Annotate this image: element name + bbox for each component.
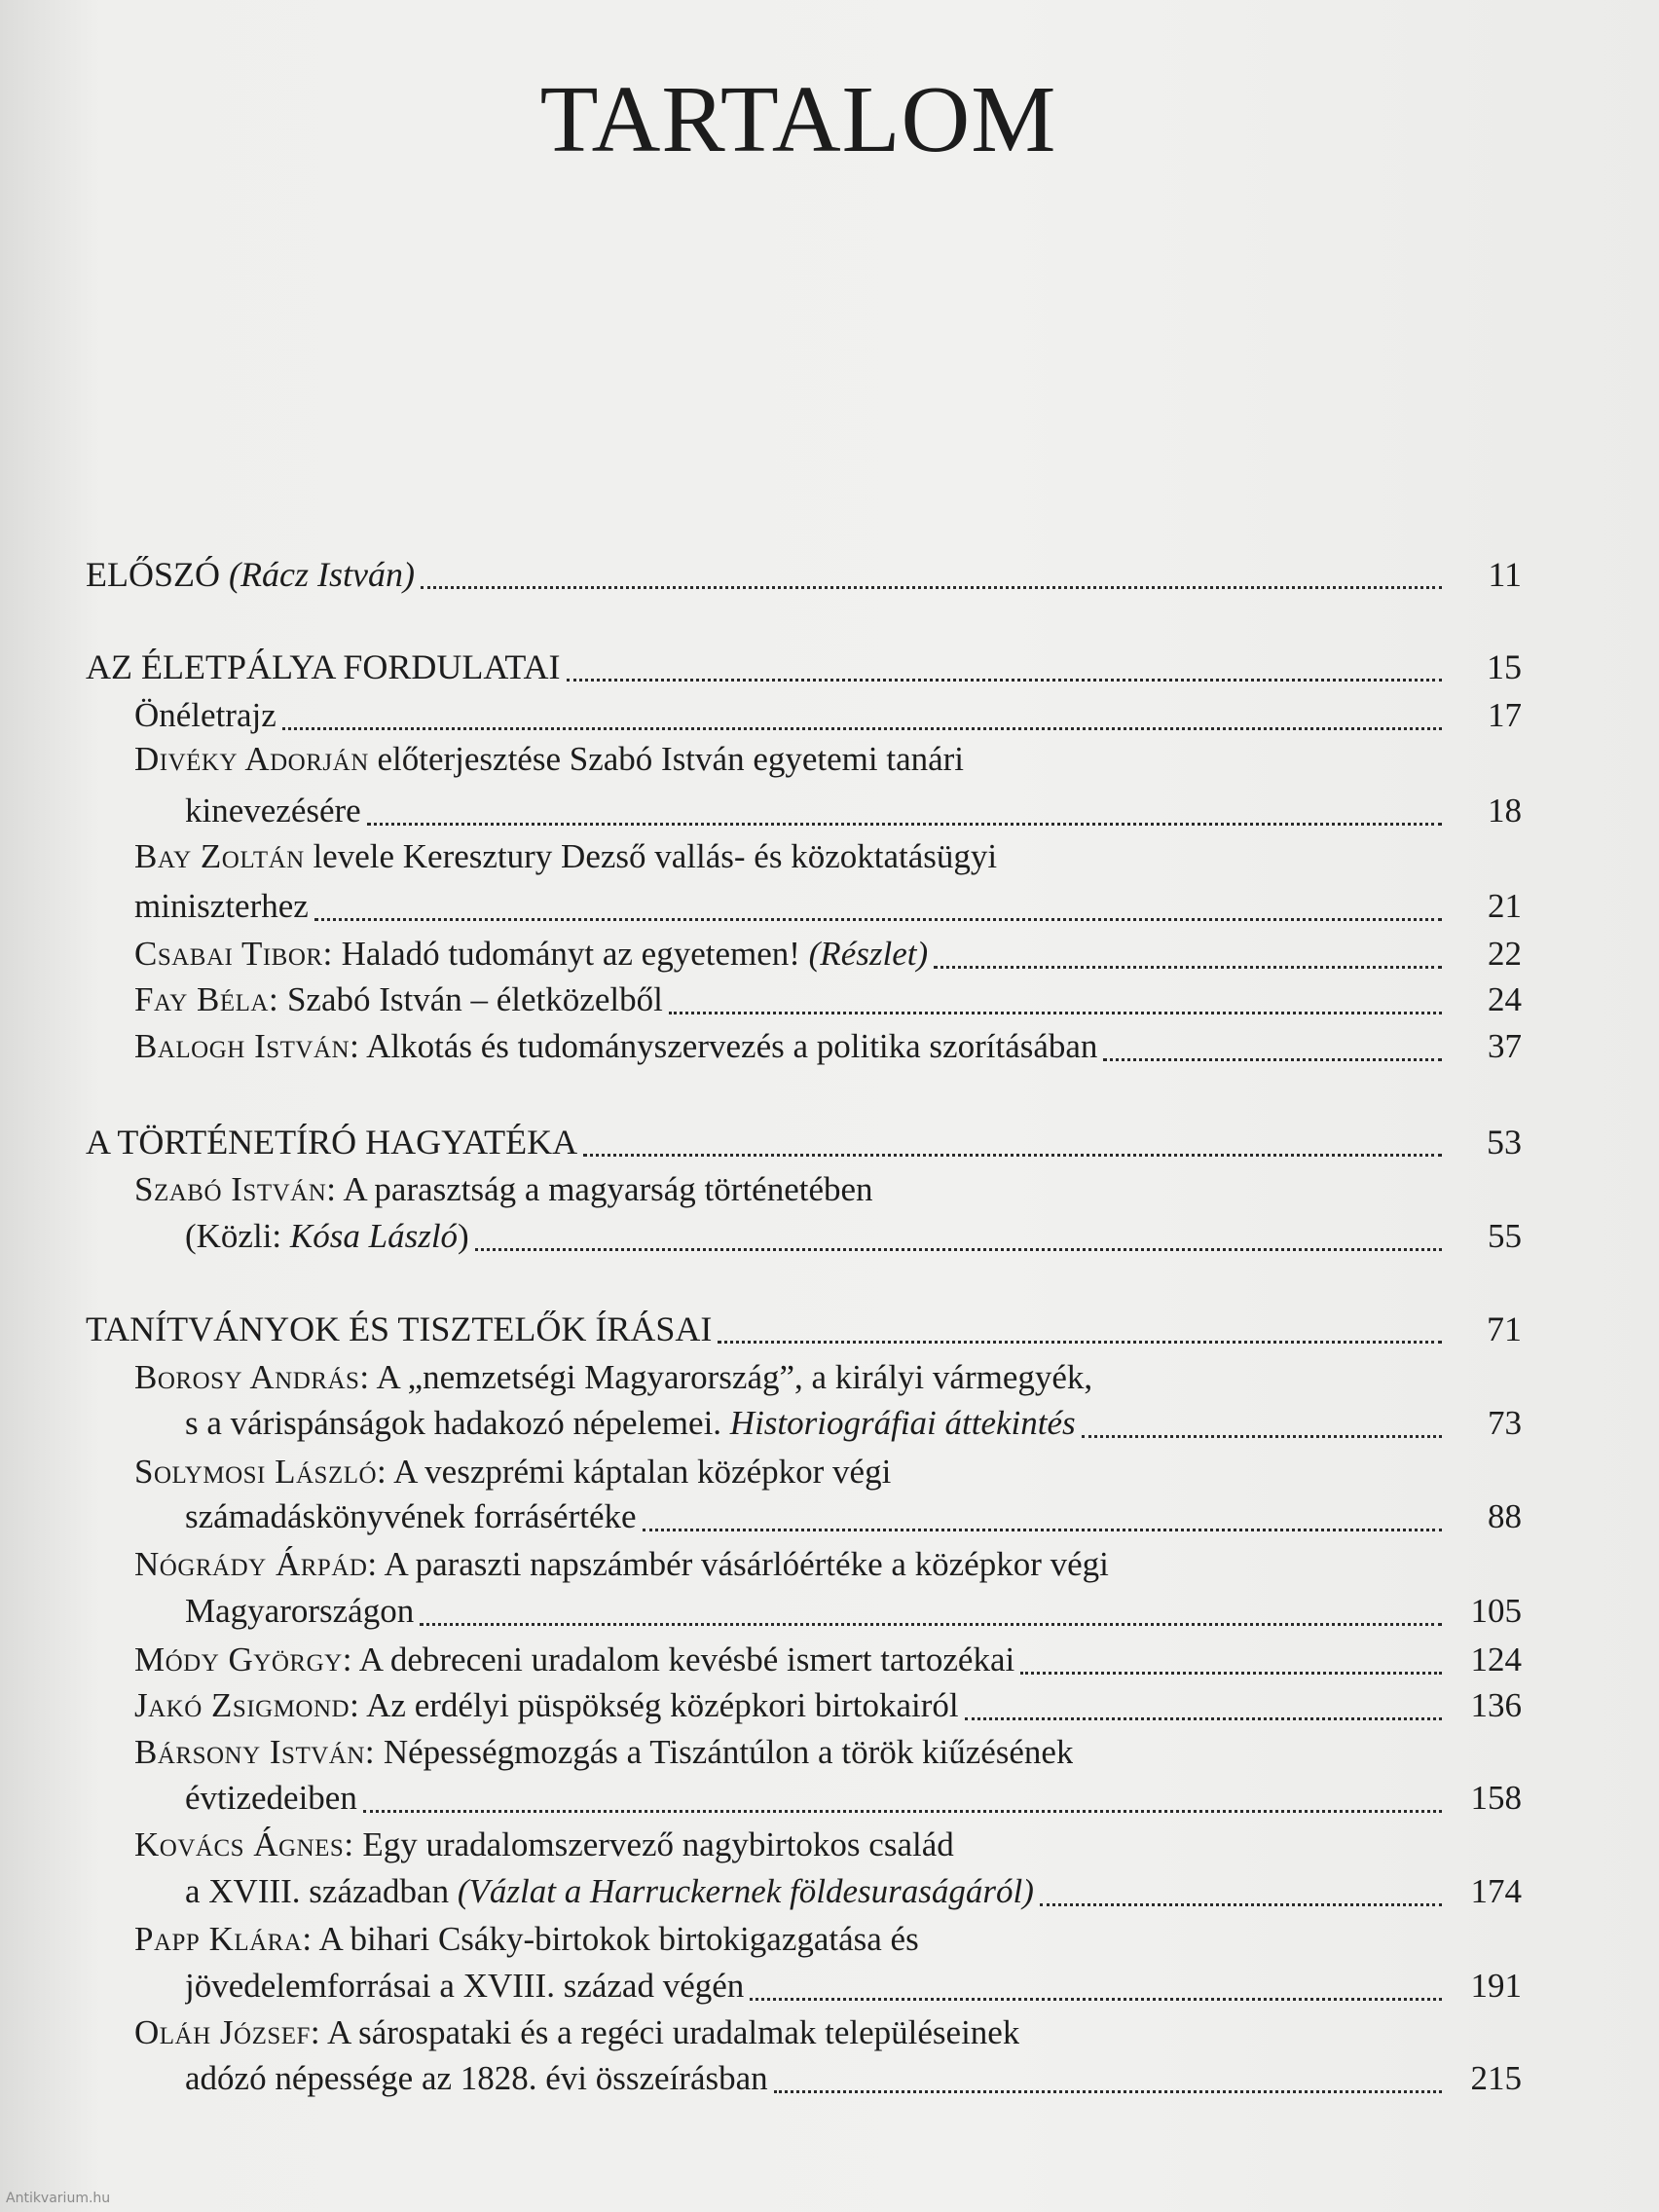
dot-leader xyxy=(1103,1049,1442,1061)
entry-text xyxy=(134,1540,1109,1589)
toc-entry xyxy=(86,1774,1522,1823)
toc-entry xyxy=(86,1448,1522,1496)
entry-text xyxy=(134,1728,1073,1777)
page-number: 215 xyxy=(1470,2059,1522,2097)
page-number: 71 xyxy=(1487,1309,1522,1348)
entry-italic: (Rácz István) xyxy=(229,555,415,594)
toc-entry xyxy=(86,1212,1522,1261)
entry-text xyxy=(134,1022,1097,1071)
toc-section xyxy=(86,1118,1522,1166)
entry-text xyxy=(134,691,276,740)
page-number: 124 xyxy=(1470,1641,1522,1678)
entry-author: Balogh István: xyxy=(134,1027,360,1065)
entry-author: Bársony István: xyxy=(134,1733,376,1771)
entry-title: A sárospataki és a regéci uradalmak településeinek xyxy=(320,2013,1020,2051)
entry-text xyxy=(134,1448,891,1496)
toc-entry xyxy=(86,1165,1522,1214)
dot-leader xyxy=(643,1519,1442,1531)
toc-entry xyxy=(86,735,1522,784)
toc-entry xyxy=(86,1636,1522,1684)
entry-text xyxy=(134,832,997,881)
entry-title: Szabó István – életközelből xyxy=(278,980,663,1018)
page-number: 24 xyxy=(1488,980,1522,1018)
entry-title: Az erdélyi püspökség középkori birtokairól xyxy=(359,1686,959,1724)
entry-title: levele Keresztury Dezső vallás- és közoktatásügyi xyxy=(304,837,998,875)
entry-italic: (Vázlat a Harruckernek földesuraságáról) xyxy=(457,1872,1034,1910)
entry-title: TANÍTVÁNYOK ÉS TISZTELŐK ÍRÁSAI xyxy=(86,1309,713,1348)
entry-title: Népességmozgás a Tiszántúlon a török kiűzésének xyxy=(375,1733,1074,1771)
entry-text xyxy=(134,1915,919,1964)
dot-leader xyxy=(774,2081,1442,2093)
entry-italic: Historiográfiai áttekintés xyxy=(729,1404,1076,1442)
toc-section xyxy=(86,1305,1522,1353)
dot-leader xyxy=(421,576,1442,589)
toc-entry xyxy=(86,2009,1522,2057)
dot-leader xyxy=(420,1613,1442,1626)
page-number: 37 xyxy=(1488,1027,1522,1065)
dot-leader xyxy=(965,1708,1442,1720)
dot-leader xyxy=(718,1331,1442,1344)
toc-entry xyxy=(86,976,1522,1024)
page-number: 191 xyxy=(1470,1967,1522,2005)
page-number: 105 xyxy=(1470,1592,1522,1630)
dot-leader xyxy=(750,1988,1442,2001)
entry-title: jövedelemforrásai a XVIII. század végén xyxy=(185,1967,745,2005)
entry-text xyxy=(134,1636,1014,1684)
entry-title: évtizedeiben xyxy=(185,1779,357,1817)
entry-text xyxy=(86,1118,577,1166)
entry-author: Módy György: xyxy=(134,1641,352,1678)
dot-leader xyxy=(282,718,1442,730)
watermark: Antikvarium.hu xyxy=(6,2191,111,2206)
entry-text xyxy=(185,1399,1076,1448)
toc-section xyxy=(86,643,1522,691)
entry-title: előterjesztése Szabó István egyetemi tanári xyxy=(368,740,965,778)
dot-leader xyxy=(669,1002,1442,1014)
entry-author: Jakó Zsigmond: xyxy=(134,1686,360,1724)
entry-text xyxy=(86,550,415,599)
toc-entry xyxy=(86,1587,1522,1636)
entry-author: Oláh József: xyxy=(134,2013,321,2051)
page-number: 15 xyxy=(1487,647,1522,686)
page-number: 21 xyxy=(1488,887,1522,925)
entry-text xyxy=(185,787,361,835)
toc-entry xyxy=(86,691,1522,740)
entry-text xyxy=(185,1493,637,1541)
entry-text xyxy=(185,1867,1034,1916)
entry-title: A debreceni uradalom kevésbé ismert tartozékai xyxy=(351,1641,1015,1678)
page-number: 158 xyxy=(1470,1779,1522,1817)
entry-author: Papp Klára: xyxy=(134,1920,313,1958)
entry-title: kinevezésére xyxy=(185,792,361,830)
entry-text xyxy=(134,976,663,1024)
toc-entry xyxy=(86,930,1522,978)
toc-entry xyxy=(86,1399,1522,1448)
entry-text xyxy=(134,1353,1092,1402)
dot-leader xyxy=(583,1144,1442,1157)
entry-author: Divéky Adorján xyxy=(134,740,369,778)
entry-title: s a várispánságok hadakozó népelemei. xyxy=(185,1404,730,1442)
entry-title: A parasztság a magyarság történetében xyxy=(336,1170,873,1208)
entry-text xyxy=(185,1212,469,1261)
dot-leader xyxy=(1040,1894,1442,1906)
page-number: 53 xyxy=(1487,1123,1522,1161)
entry-title: A TÖRTÉNETÍRÓ HAGYATÉKA xyxy=(86,1123,578,1161)
entry-title: adózó népessége az 1828. évi összeírásban xyxy=(185,2059,768,2097)
toc-entry xyxy=(86,2054,1522,2103)
dot-leader xyxy=(1020,1662,1442,1675)
toc-entry xyxy=(86,1867,1522,1916)
toc-entry xyxy=(86,1540,1522,1589)
toc-entry xyxy=(86,882,1522,931)
entry-text xyxy=(134,882,309,931)
toc-entry xyxy=(86,1681,1522,1730)
entry-title: AZ ÉLETPÁLYA FORDULATAI xyxy=(86,647,561,686)
toc-entry xyxy=(86,1022,1522,1071)
toc-entry xyxy=(86,1728,1522,1777)
entry-title: Alkotás és tudományszervezés a politika szorításában xyxy=(359,1027,1098,1065)
entry-author: Szabó István: xyxy=(134,1170,337,1208)
entry-title: miniszterhez xyxy=(134,887,309,925)
toc-section xyxy=(86,550,1522,599)
entry-title: (Közli: xyxy=(185,1217,290,1255)
entry-italic: (Részlet) xyxy=(808,935,929,973)
entry-author: Kovács Ágnes: xyxy=(134,1825,354,1863)
entry-text xyxy=(86,643,561,691)
dot-leader xyxy=(363,1800,1442,1813)
page-number: 174 xyxy=(1470,1872,1522,1910)
page-number: 17 xyxy=(1488,696,1522,734)
entry-text xyxy=(134,1165,873,1214)
entry-author: Csabai Tibor: xyxy=(134,935,333,973)
entry-text xyxy=(134,1821,954,1869)
entry-text xyxy=(185,1587,414,1636)
entry-title-end: ) xyxy=(458,1217,469,1255)
dot-leader xyxy=(314,908,1442,921)
page-number: 88 xyxy=(1488,1497,1522,1535)
toc-entry xyxy=(86,1962,1522,2010)
entry-title: A bihari Csáky-birtokok birtokigazgatása és xyxy=(312,1920,919,1958)
page-number: 18 xyxy=(1488,792,1522,830)
toc-entry xyxy=(86,832,1522,881)
entry-title: Magyarországon xyxy=(185,1592,415,1630)
entry-text xyxy=(134,930,928,978)
page-number: 22 xyxy=(1488,935,1522,973)
entry-text xyxy=(134,735,964,784)
entry-title: A „nemzetségi Magyarország”, a királyi vármegyék, xyxy=(369,1358,1093,1396)
entry-title: Haladó tudományt az egyetemen! xyxy=(332,935,809,973)
dot-leader xyxy=(934,956,1442,969)
page-title: TARTALOM xyxy=(539,67,1057,172)
entry-title: Egy uradalomszervező nagybirtokos család xyxy=(353,1825,954,1863)
entry-text xyxy=(185,2054,768,2103)
entry-author: Nógrády Árpád: xyxy=(134,1545,378,1583)
entry-text xyxy=(134,1681,959,1730)
entry-text xyxy=(185,1962,744,2010)
toc-entry xyxy=(86,1821,1522,1869)
toc-entry xyxy=(86,787,1522,835)
toc-entry xyxy=(86,1493,1522,1541)
page-number: 11 xyxy=(1488,555,1522,594)
toc-entry xyxy=(86,1353,1522,1402)
entry-author: Bay Zoltán xyxy=(134,837,305,875)
entry-text xyxy=(185,1774,357,1823)
page-number: 55 xyxy=(1488,1217,1522,1255)
entry-title: Önéletrajz xyxy=(134,696,276,734)
entry-author: Fay Béla: xyxy=(134,980,279,1018)
dot-leader xyxy=(1082,1425,1442,1438)
dot-leader xyxy=(567,669,1443,682)
dot-leader xyxy=(367,813,1442,826)
entry-title: A paraszti napszámbér vásárlóértéke a középkor végi xyxy=(377,1545,1109,1583)
entry-author: Borosy András: xyxy=(134,1358,370,1396)
page-number: 73 xyxy=(1488,1404,1522,1442)
entry-text xyxy=(134,2009,1019,2057)
entry-title: A veszprémi káptalan középkor végi xyxy=(387,1453,892,1491)
entry-author: Solymosi László: xyxy=(134,1453,387,1491)
toc-entry xyxy=(86,1915,1522,1964)
dot-leader xyxy=(475,1238,1442,1251)
page-number: 136 xyxy=(1470,1686,1522,1724)
entry-italic: Kósa László xyxy=(289,1217,459,1255)
entry-title: a XVIII. században xyxy=(185,1872,458,1910)
entry-text xyxy=(86,1305,712,1353)
entry-title: számadáskönyvének forrásértéke xyxy=(185,1497,637,1535)
entry-title: ELŐSZÓ xyxy=(86,555,229,594)
